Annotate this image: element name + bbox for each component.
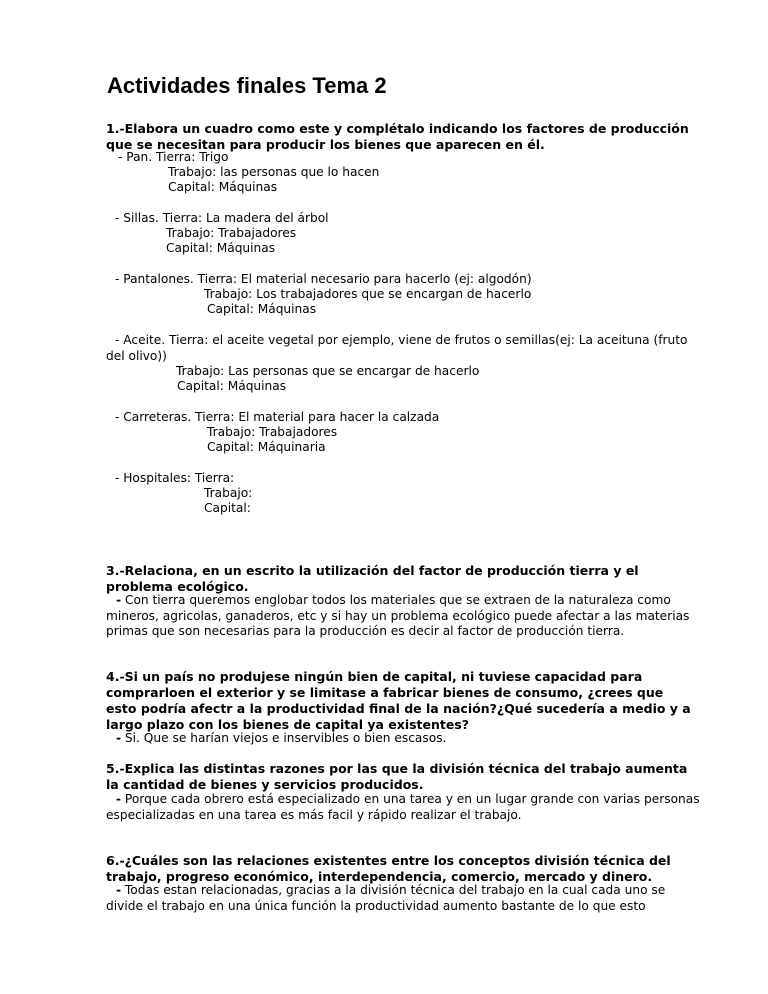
hospitales-tierra: - Hospitales: Tierra: — [115, 471, 235, 485]
answer-text: Todas estan relacionadas, gracias a la división técnica del trabajo en la cual cada uno se divide el trabajo en una única función la productividad aumento bastante de lo que esto — [106, 883, 666, 913]
carreteras-trabajo: Trabajo: Trabajadores — [207, 425, 338, 439]
answer-text: Si. Que se harían viejos e inservibles o bien escasos. — [121, 731, 447, 745]
question-5-heading: 5.-Explica las distintas razones por las que la división técnica del trabajo aumenta la cantidad de bienes y servicios producidos. — [106, 761, 688, 792]
sillas-capital: Capital: Máquinas — [166, 241, 276, 255]
answer-dash: - — [116, 883, 122, 897]
question-5-answer — [106, 792, 700, 823]
question-6-heading: 6.-¿Cuáles son las relaciones existentes entre los conceptos división técnica del trabajo, progreso económico, interdependencia, comercio, mercado y dinero. — [106, 853, 671, 884]
pan-capital: Capital: Máquinas — [168, 180, 278, 194]
question-3-answer — [106, 593, 700, 640]
question-1-heading: 1.-Elabora un cuadro como este y complétalo indicando los factores de producción que se necesitan para producir los bienes que aparecen en él. — [106, 121, 689, 152]
aceite-tierra: - Aceite. Tierra: el aceite vegetal por ejemplo, viene de frutos o semillas(ej: La aceituna (fruto del olivo)) — [106, 333, 688, 363]
question-4-heading: 4.-Si un país no produjese ningún bien de capital, ni tuviese capacidad para comprarloen el exterior y se limitase a fabricar bienes de consumo, ¿crees que esto podría afectr a la productividad final de la nación?¿Qué sucedería a medio y a largo plazo con los bienes de capital ya existentes? — [106, 669, 691, 732]
answer-text: Con tierra queremos englobar todos los materiales que se extraen de la naturaleza como mineros, agricolas, ganaderos, etc y si hay un problema ecológico puede afectar a las materias primas que son necesarias para la producción es decir al factor de producción tierra. — [106, 593, 690, 639]
pan-tierra: - Pan. Tierra: Trigo — [118, 150, 229, 164]
pantalones-tierra: - Pantalones. Tierra: El material necesario para hacerlo (ej: algodón) — [115, 272, 532, 286]
answer-dash: - — [116, 593, 122, 607]
pantalones-trabajo: Trabajo: Los trabajadores que se encargan de hacerlo — [204, 287, 532, 301]
answer-dash: - — [116, 731, 122, 745]
sillas-trabajo: Trabajo: Trabajadores — [166, 226, 297, 240]
hospitales-trabajo: Trabajo: — [204, 486, 253, 500]
carreteras-tierra: - Carreteras. Tierra: El material para hacer la calzada — [115, 410, 440, 424]
answer-dash: - — [116, 792, 122, 806]
question-3-heading: 3.-Relaciona, en un escrito la utilización del factor de producción tierra y el problema ecológico. — [106, 563, 639, 594]
pan-trabajo: Trabajo: las personas que lo hacen — [168, 165, 380, 179]
question-4-answer — [106, 731, 700, 747]
pantalones-capital: Capital: Máquinas — [207, 302, 317, 316]
carreteras-capital: Capital: Máquinaria — [207, 440, 326, 454]
aceite-capital: Capital: Máquinas — [177, 379, 287, 393]
document-title: Actividades finales Tema 2 — [107, 73, 387, 98]
hospitales-capital: Capital: — [204, 501, 251, 515]
question-6-answer — [106, 883, 700, 914]
answer-text: Porque cada obrero está especializado en una tarea y en un lugar grande con varias personas especializadas en una tarea es más facil y rápido realizar el trabajo. — [106, 792, 700, 822]
aceite-trabajo: Trabajo: Las personas que se encargar de hacerlo — [176, 364, 480, 378]
sillas-tierra: - Sillas. Tierra: La madera del árbol — [115, 211, 329, 225]
